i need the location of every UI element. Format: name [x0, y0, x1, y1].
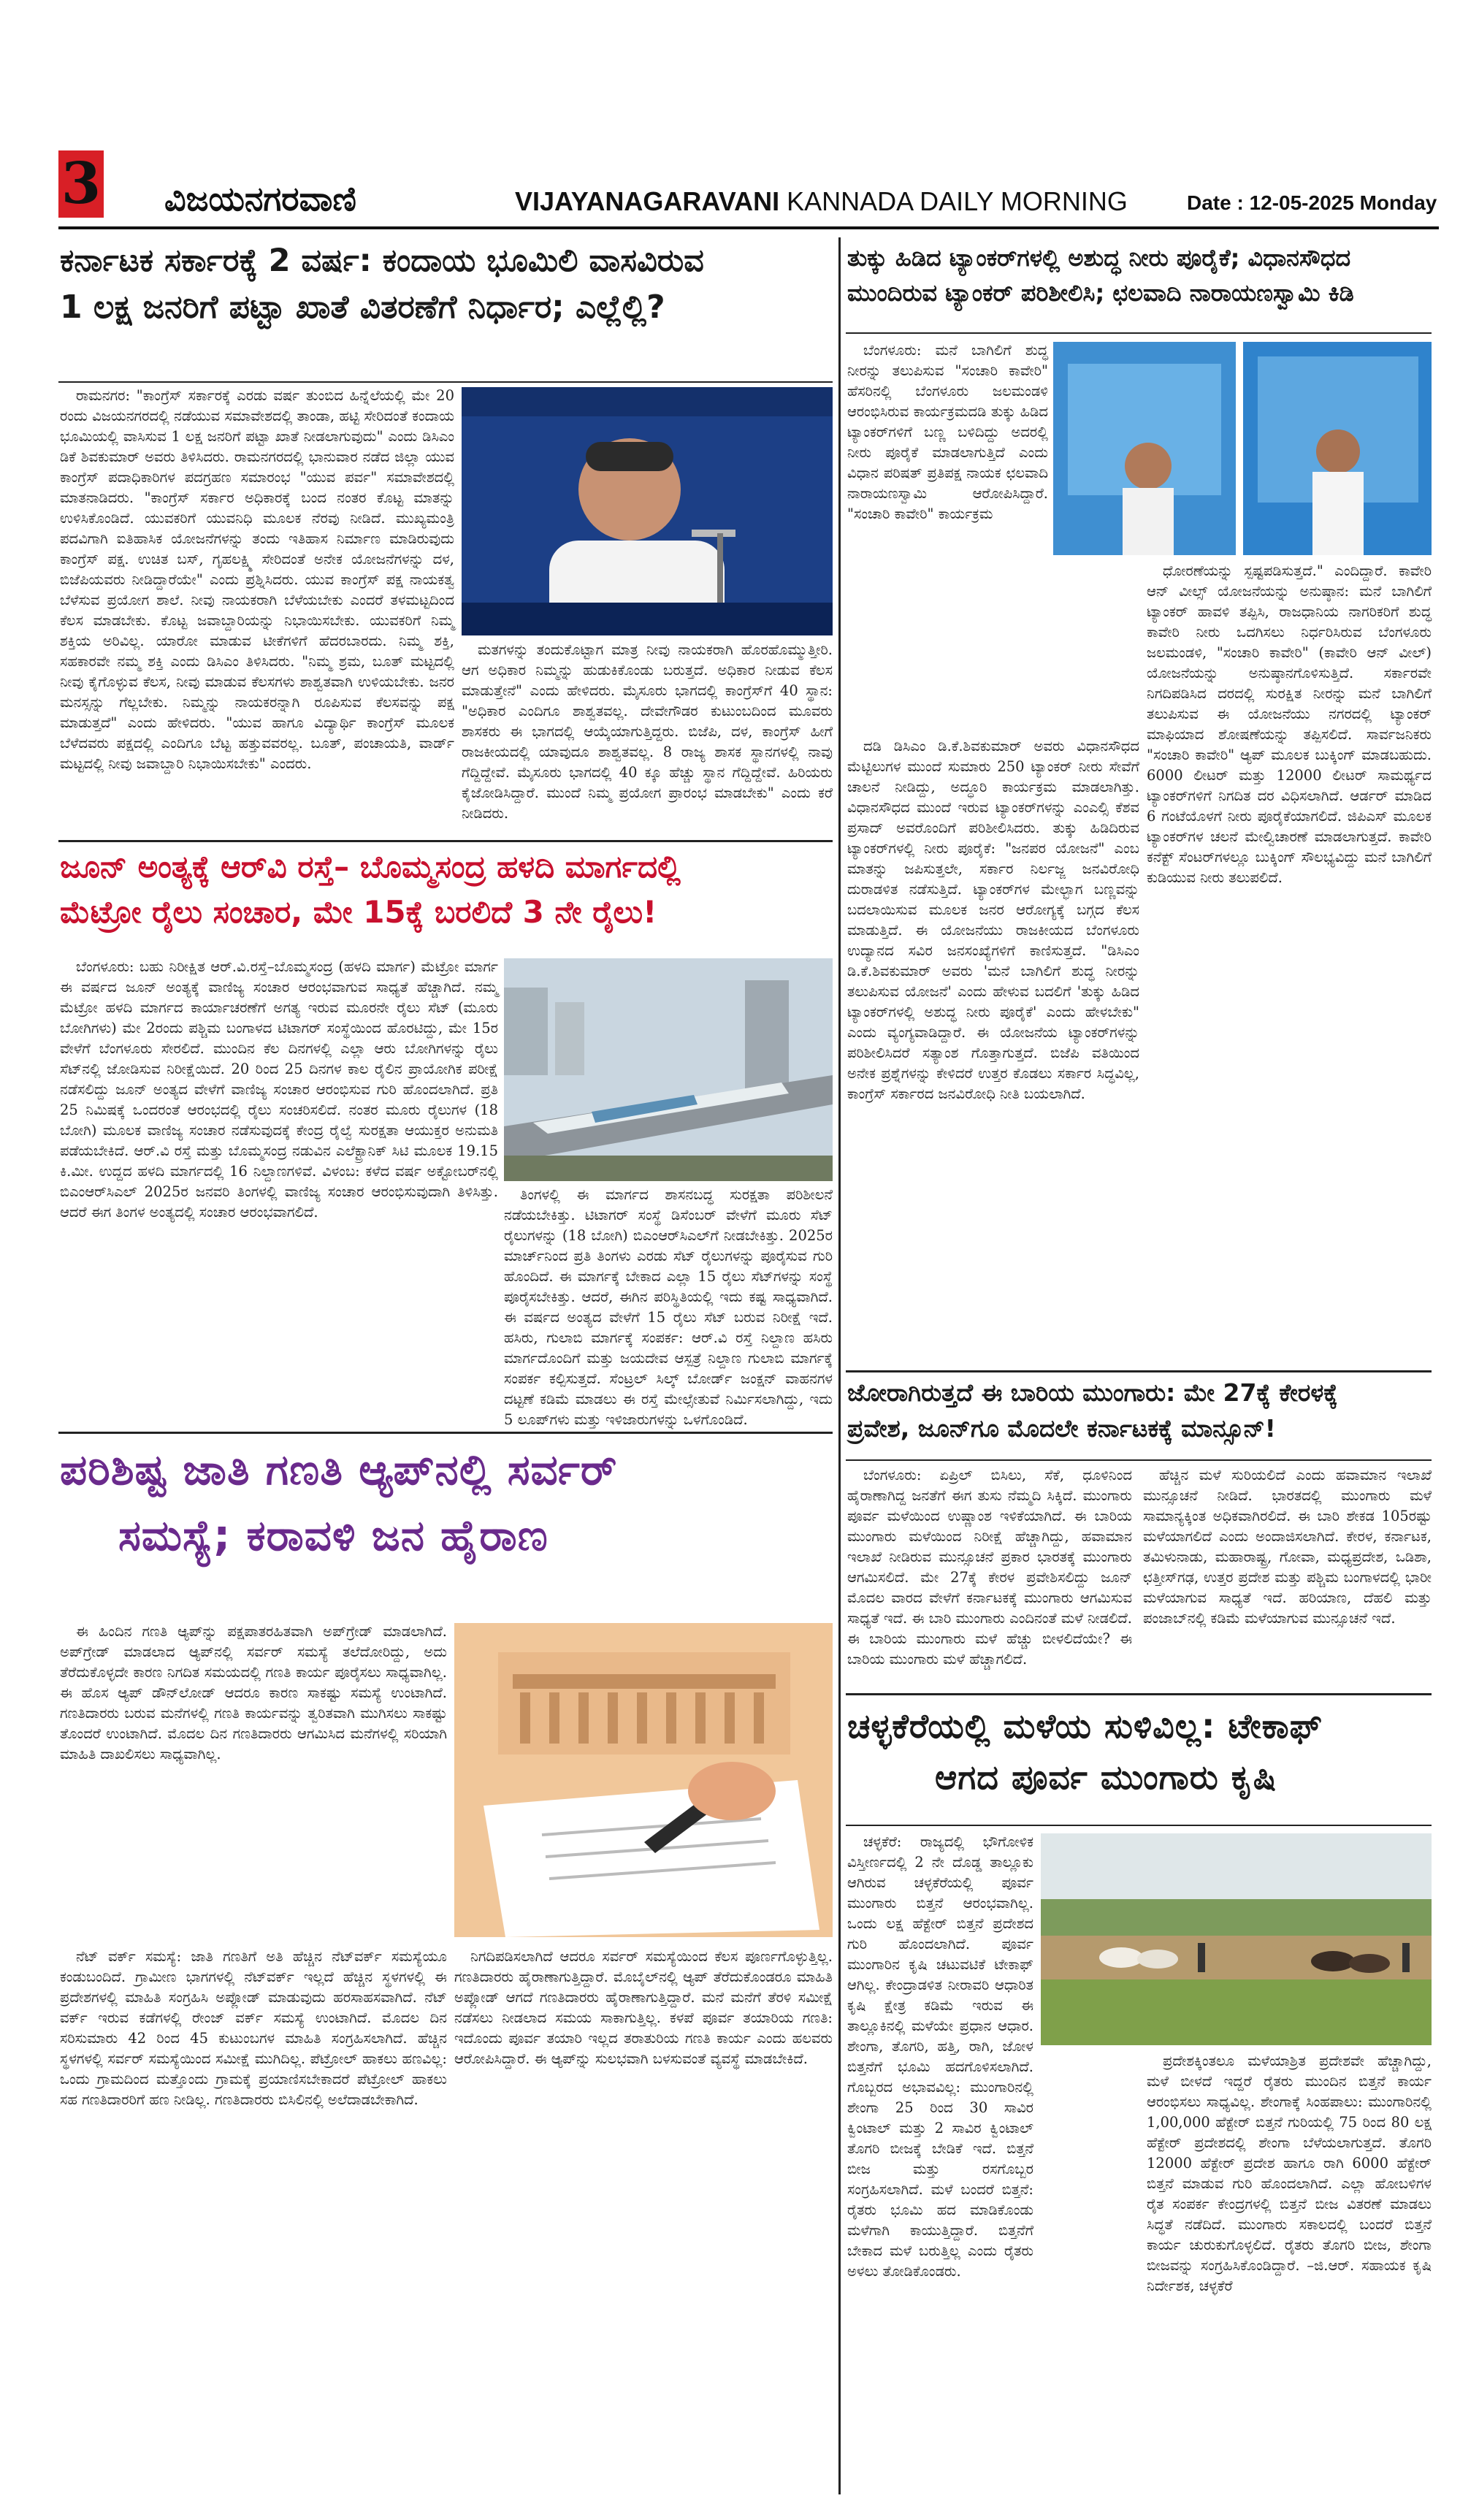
story2-headline-line2: ಮುಂದಿರುವ ಟ್ಯಾಂಕರ್ ಪರಿಶೀಲಿಸಿ; ಛಲವಾದಿ ನಾರಾಯಣಸ್ವಾಮಿ ಕಿಡಿ [847, 278, 1354, 307]
story2-bottom-rule [846, 1370, 1432, 1372]
story3-paragraph2: ತಿಂಗಳಲ್ಲಿ ಈ ಮಾರ್ಗದ ಶಾಸನಬದ್ಧ ಸುರಕ್ಷತಾ ಪರಿಶೀಲನೆ ನಡೆಯಬೇಕಿತ್ತು. ಟಿಟಾಗರ್ ಸಂಸ್ಥೆ ಡಿಸೆಂಬರ್ ವೇಳೆಗೆ ಮೂರು ಸೆಟ್ ರೈಲುಗಳನ್ನು (18 ಬೋಗಿ) ಬಿಎಂಆರ್‌ಸಿಎಲ್‌ಗೆ ನೀಡಬೇಕಿತ್ತು. 2025ರ ಮಾರ್ಚ್‌ನಿಂದ ಪ್ರತಿ ತಿಂಗಳು ಎರಡು ಸೆಟ್ ರೈಲುಗಳನ್ನು ಪೂರೈಸುವ ಗುರಿ ಹೊಂದಿದೆ. ಈ ಮಾರ್ಗಕ್ಕೆ ಬೇಕಾದ ಎಲ್ಲಾ 15 ರೈಲು ಸೆಟ್‌ಗಳನ್ನು ಸಂಸ್ಥೆ ಪೂರೈಸಬೇಕಿತ್ತು. ಆದರೆ, ಈಗಿನ ಪರಿಸ್ಥಿತಿಯಲ್ಲಿ ಇದು ಕಷ್ಟ ಸಾಧ್ಯವಾಗಿದೆ. ಈ ವರ್ಷದ ಅಂತ್ಯದ ವೇಳೆಗೆ 15 ರೈಲು ಸೆಟ್ ಬರುವ ನಿರೀಕ್ಷೆ ಇದೆ. ಹಸಿರು, ಗುಲಾಬಿ ಮಾರ್ಗಕ್ಕೆ ಸಂಪರ್ಕ: ಆರ್.ವಿ ರಸ್ತೆ ನಿಲ್ದಾಣ ಹಸಿರು ಮಾರ್ಗದೊಂದಿಗೆ ಮತ್ತು ಜಯದೇವ ಆಸ್ಪತ್ರೆ ನಿಲ್ದಾಣ ಗುಲಾಬಿ ಮಾರ್ಗಕ್ಕೆ ಸಂಪರ್ಕ ಕಲ್ಪಿಸುತ್ತದೆ. ಸೆಂಟ್ರಲ್ ಸಿಲ್ಕ್ ಬೋರ್ಡ್ ಜಂಕ್ಷನ್ ವಾಹನಗಳ ದಟ್ಟಣೆ ಕಡಿಮೆ ಮಾಡಲು ಈ ರಸ್ತೆ ಮೇಲ್ಸೇತುವೆ ನಿರ್ಮಿಸಲಾಗಿದ್ದು, ಇದು 5 ಲೂಪ್‌ಗಳು ಮತ್ತು ಇಳಿಜಾರುಗಳನ್ನು ಒಳಗೊಂಡಿದೆ. [504, 1186, 833, 1428]
story4-body-col2 [1143, 1465, 1432, 1684]
story2-body-col1 [847, 736, 1139, 1364]
story5-headline-line2: ಸಮಸ್ಯೆ; ಕರಾವಳಿ ಜನ ಹೈರಾಣ [118, 1511, 549, 1561]
story6-paragraph1: ಚಳ್ಳಕೆರೆ: ರಾಜ್ಯದಲ್ಲಿ ಭೌಗೋಳಿಕ ವಿಸ್ತೀರ್ಣದಲ್ಲಿ 2 ನೇ ದೊಡ್ಡ ತಾಲ್ಲೂಕು ಆಗಿರುವ ಚಳ್ಳಕೆರೆಯಲ್ಲಿ ಪೂರ್ವ ಮುಂಗಾರು ಬಿತ್ತನೆ ಆರಂಭವಾಗಿಲ್ಲ. ಒಂದು ಲಕ್ಷ ಹೆಕ್ಟೇರ್ ಬಿತ್ತನೆ ಪ್ರದೇಶದ ಗುರಿ ಹೊಂದಲಾಗಿದೆ. ಪೂರ್ವ ಮುಂಗಾರಿನ ಕೃಷಿ ಚಟುವಟಿಕೆ ಟೇಕಾಫ್ ಆಗಿಲ್ಲ. ಕೇಂದ್ರಾಡಳಿತ ನೀರಾವರಿ ಆಧಾರಿತ ಕೃಷಿ ಕ್ಷೇತ್ರ ಕಡಿಮೆ ಇರುವ ಈ ತಾಲ್ಲೂಕಿನಲ್ಲಿ ಮಳೆಯೇ ಪ್ರಧಾನ ಆಧಾರ. ಶೇಂಗಾ, ತೊಗರಿ, ಹತ್ತಿ, ರಾಗಿ, ಜೋಳ ಬಿತ್ತನೆಗೆ ಭೂಮಿ ಹದಗೊಳಿಸಲಾಗಿದೆ. ಗೊಬ್ಬರದ ಅಭಾವವಿಲ್ಲ: ಮುಂಗಾರಿನಲ್ಲಿ ಶೇಂಗಾ 25 ರಿಂದ 30 ಸಾವಿರ ಕ್ವಿಂಟಾಲ್ ಮತ್ತು 2 ಸಾವಿರ ಕ್ವಿಂಟಾಲ್ ತೊಗರಿ ಬೀಜಕ್ಕೆ ಬೇಡಿಕೆ ಇದೆ. ಬಿತ್ತನೆ ಬೀಜ ಮತ್ತು ರಸಗೊಬ್ಬರ ಸಂಗ್ರಹಿಸಲಾಗಿದೆ. ಮಳೆ ಬಂದರೆ ಬಿತ್ತನೆ: ರೈತರು ಭೂಮಿ ಹದ ಮಾಡಿಕೊಂಡು ಮಳೆಗಾಗಿ ಕಾಯುತ್ತಿದ್ದಾರೆ. ಬಿತ್ತನೆಗೆ ಬೇಕಾದ ಮಳೆ ಬರುತ್ತಿಲ್ಲ ಎಂದು ರೈತರು ಅಳಲು ತೋಡಿಕೊಂಡರು. [847, 1833, 1033, 2280]
story4-paragraph1: ಬೆಂಗಳೂರು: ಏಪ್ರಿಲ್ ಬಿಸಿಲು, ಸೆಕೆ, ಧೂಳಿನಿಂದ ಹೈರಾಣಾಗಿದ್ದ ಜನತೆಗೆ ಈಗ ತುಸು ನೆಮ್ಮದಿ ಸಿಕ್ಕಿದೆ. ಮುಂಗಾರು ಪೂರ್ವ ಮಳೆಯಿಂದ ಉಷ್ಣಾಂಶ ಇಳಿಕೆಯಾಗಿದೆ. ಈ ಬಾರಿಯ ಮುಂಗಾರು ಮಳೆಯಿಂದ ನಿರೀಕ್ಷೆ ಹೆಚ್ಚಾಗಿದ್ದು, ಹವಾಮಾನ ಇಲಾಖೆ ನೀಡಿರುವ ಮುನ್ಸೂಚನೆ ಪ್ರಕಾರ ಭಾರತಕ್ಕೆ ಮುಂಗಾರು ಆಗಮಿಸಲಿದೆ. ಮೇ 27ಕ್ಕೆ ಕೇರಳ ಪ್ರವೇಶಿಸಲಿದ್ದು ಜೂನ್ ಮೊದಲ ವಾರದ ವೇಳೆಗೆ ಕರ್ನಾಟಕಕ್ಕೆ ಮುಂಗಾರು ಆಗಮಿಸುವ ಸಾಧ್ಯತೆ ಇದೆ. ಈ ಬಾರಿ ಮುಂಗಾರು ಎಂದಿನಂತೆ ಮಳೆ ನೀಡಲಿದೆ. ಈ ಬಾರಿಯ ಮುಂಗಾರು ಮಳೆ ಹೆಚ್ಚು ಬೀಳಲಿದೆಯೇ? ಈ ಬಾರಿಯ ಮುಂಗಾರು ಮಳೆ ಹೆಚ್ಚಾಗಲಿದೆ. [847, 1467, 1132, 1668]
issue-date: Date : 12-05-2025 Monday [1187, 191, 1437, 214]
story4-paragraph2: ಹೆಚ್ಚಿನ ಮಳೆ ಸುರಿಯಲಿದೆ ಎಂದು ಹವಾಮಾನ ಇಲಾಖೆ ಮುನ್ಸೂಚನೆ ನೀಡಿದೆ. ಭಾರತದಲ್ಲಿ ಮುಂಗಾರು ಮಳೆ ಸಾಮಾನ್ಯಕ್ಕಿಂತ ಅಧಿಕವಾಗಿರಲಿದೆ. ಈ ಬಾರಿ ಶೇಕಡ 105ರಷ್ಟು ಮಳೆಯಾಗಲಿದೆ ಎಂದು ಅಂದಾಜಿಸಲಾಗಿದೆ. ಕೇರಳ, ಕರ್ನಾಟಕ, ತಮಿಳುನಾಡು, ಮಹಾರಾಷ್ಟ್ರ, ಗೋವಾ, ಮಧ್ಯಪ್ರದೇಶ, ಒಡಿಶಾ, ಛತ್ತೀಸ್‌ಗಢ, ಉತ್ತರ ಪ್ರದೇಶ ಮತ್ತು ಪಶ್ಚಿಮ ಬಂಗಾಳದಲ್ಲಿ ಭಾರೀ ಮಳೆಯಾಗುವ ಸಾಧ್ಯತೆ ಇದೆ. ಹರಿಯಾಣ, ದೆಹಲಿ ಮತ್ತು ಪಂಜಾಬ್‌ನಲ್ಲಿ ಕಡಿಮೆ ಮಳೆಯಾಗುವ ಮುನ್ಸೂಚನೆ ಇದೆ. [1143, 1467, 1432, 1627]
masthead-title-kannada: ವಿಜಯನಗರವಾಣಿ [164, 179, 356, 218]
story5-paragraph1: ನೆಟ್ ವರ್ಕ್ ಸಮಸ್ಯೆ: ಜಾತಿ ಗಣತಿಗೆ ಅತಿ ಹೆಚ್ಚಿನ ನೆಟ್‌ವರ್ಕ್ ಸಮಸ್ಯೆಯೂ ಕಂಡುಬಂದಿದೆ. ಗ್ರಾಮೀಣ ಭಾಗಗಳಲ್ಲಿ ನೆಟ್‌ವರ್ಕ್ ಇಲ್ಲದೆ ಹೆಚ್ಚಿನ ಸ್ಥಳಗಳಲ್ಲಿ ಈ ಪ್ರದೇಶಗಳಲ್ಲಿ ಮಾಹಿತಿ ಸಂಗ್ರಹಿಸಿ ಅಪ್ಲೋಡ್ ಮಾಡುವುದು ಹರಸಾಹಸವಾಗಿದೆ. ನೆಟ್ ವರ್ಕ್ ಇರುವ ಕಡೆಗಳಲ್ಲಿ ರೇಂಜ್ ವರ್ಕ್ ಸಮಸ್ಯೆ ಉಂಟಾಗಿದೆ. ಮೊದಲ ದಿನ ಸರಿಸುಮಾರು 42 ರಿಂದ 45 ಕುಟುಂಬಗಳ ಮಾಹಿತಿ ಸಂಗ್ರಹಿಸಲಾಗಿದೆ. ಹೆಚ್ಚಿನ ಸ್ಥಳಗಳಲ್ಲಿ ಸರ್ವರ್ ಸಮಸ್ಯೆಯಿಂದ ಸಮೀಕ್ಷೆ ಮುಗಿದಿಲ್ಲ. ಪೆಟ್ರೋಲ್ ಹಾಕಲು ಹಣವಿಲ್ಲ: ಒಂದು ಗ್ರಾಮದಿಂದ ಮತ್ತೊಂದು ಗ್ರಾಮಕ್ಕೆ ಪ್ರಯಾಣಿಸಬೇಕಾದರೆ ಪೆಟ್ರೋಲ್ ಹಾಕಲು ಸಹ ಗಣತಿದಾರರಿಗೆ ಹಣ ನೀಡಿಲ್ಲ. ಗಣತಿದಾರರು ಬಿಸಿಲಿನಲ್ಲಿ ಅಲೆದಾಡಬೇಕಾಗಿದೆ. [60, 1948, 447, 2108]
story3-body-col2 [504, 1185, 833, 1428]
story6-headline-line2: ಆಗದ ಪೂರ್ವ ಮುಂಗಾರು ಕೃಷಿ [935, 1757, 1277, 1798]
story6-body-top [847, 1832, 1033, 2280]
column-divider [838, 237, 841, 2494]
story3-bottom-rule [58, 1432, 833, 1434]
water-tanker-inspection-photo [1053, 342, 1432, 555]
story6-headline [847, 1706, 1432, 1798]
story6-body-col1 [847, 2127, 1139, 2492]
story5-body-col2 [454, 1947, 833, 2491]
story5-headline-line1: ಪರಿಶಿಷ್ಟ ಜಾತಿ ಗಣತಿ ಆ್ಯಪ್‌ನಲ್ಲಿ ಸರ್ವರ್ [60, 1445, 618, 1494]
story5-body-col1 [60, 1947, 447, 2491]
story1-body-col1 [60, 386, 454, 835]
story6-body-col2 [1147, 2051, 1432, 2492]
story1-headline-line1: ಕರ್ನಾಟಕ ಸರ್ಕಾರಕ್ಕೆ 2 ವರ್ಷ: ಕಂದಾಯ ಭೂಮಿಲಿ ವಾಸವಿರುವ [60, 243, 704, 279]
story6-photo [1041, 1833, 1432, 2045]
metro-train-photo [504, 958, 833, 1181]
story2-headline [847, 245, 1432, 308]
story1-paragraph2: ಮತಗಳನ್ನು ತಂದುಕೊಟ್ಟಾಗ ಮಾತ್ರ ನೀವು ನಾಯಕರಾಗಿ ಹೊರಹೊಮ್ಮುತ್ತೀರಿ. ಆಗ ಅಧಿಕಾರ ನಿಮ್ಮನ್ನು ಹುಡುಕಿಕೊಂಡು ಬರುತ್ತದೆ. ಅಧಿಕಾರ ನೀಡುವ ಕೆಲಸ ಮಾಡುತ್ತೇನೆ" ಎಂದು ಹೇಳಿದರು. ಮೈಸೂರು ಭಾಗದಲ್ಲಿ ಕಾಂಗ್ರೆಸ್‌ಗೆ 40 ಸ್ಥಾನ: "ಅಧಿಕಾರ ಎಂದಿಗೂ ಶಾಶ್ವತವಲ್ಲ. ದೇವೇಗೌಡರ ಕುಟುಂಬದಿಂದ ಮೂವರು ಶಾಸಕರು ಈ ಭಾಗದಲ್ಲಿ ಆಯ್ಕೆಯಾಗುತ್ತಿದ್ದರು. ಬಿಜೆಪಿ, ದಳ, ಕಾಂಗ್ರೆಸ್ ಹೀಗೆ ರಾಜಕೀಯದಲ್ಲಿ ಯಾವುದೂ ಶಾಶ್ವತವಲ್ಲ. 8 ರಾಜ್ಯ ಶಾಸಕ ಸ್ಥಾನಗಳಲ್ಲಿ ನಾವು ಗೆದ್ದಿದ್ದೇವೆ. ಮೈಸೂರು ಭಾಗದಲ್ಲಿ 40 ಕ್ಕೂ ಹೆಚ್ಚು ಸ್ಥಾನ ಗೆದ್ದಿದ್ದೇವೆ. ಹಿರಿಯರು ಕೈಜೋಡಿಸಿದ್ದಾರೆ. ಮುಂದೆ ನಿಮ್ಮ ಪ್ರಯೋಗ ಪ್ರಾರಂಭ ಮಾಡಬೇಕು" ಎಂದು ಕರೆ ನೀಡಿದರು. [462, 641, 833, 822]
story5-paragraph2: ನಿಗದಿಪಡಿಸಲಾಗಿದೆ ಆದರೂ ಸರ್ವರ್ ಸಮಸ್ಯೆಯಿಂದ ಕೆಲಸ ಪೂರ್ಣಗೊಳ್ಳುತ್ತಿಲ್ಲ. ಗಣತಿದಾರರು ಹೈರಾಣಾಗುತ್ತಿದ್ದಾರೆ. ಮೊಬೈಲ್‌ನಲ್ಲಿ ಆ್ಯಪ್ ತೆರೆದುಕೊಂಡರೂ ಮಾಹಿತಿ ಅಪ್ಲೋಡ್ ಆಗದೆ ಗಣತಿದಾರರು ಹೈರಾಣಾಗುತ್ತಿದ್ದಾರೆ. ಮನೆ ಮನೆಗೆ ತೆರಳಿ ಸಮೀಕ್ಷೆ ನಡೆಸಲು ನೀಡಲಾದ ಸಮಯ ಸಾಕಾಗುತ್ತಿಲ್ಲ. ಕಳಪೆ ಪೂರ್ವ ತಯಾರಿಯ ಗಣತಿ: ಇದೊಂದು ಪೂರ್ವ ತಯಾರಿ ಇಲ್ಲದ ತರಾತುರಿಯ ಗಣತಿ ಕಾರ್ಯ ಎಂದು ಹಲವರು ಆರೋಪಿಸಿದ್ದಾರೆ. ಈ ಆ್ಯಪ್‌ನ್ನು ಸುಲಭವಾಗಿ ಬಳಸುವಂತೆ ವ್ಯವಸ್ಥೆ ಮಾಡಬೇಕಿದೆ. [454, 1948, 833, 2067]
story2-paragraph2: ಧೋರಣೆಯನ್ನು ಸ್ಪಷ್ಟಪಡಿಸುತ್ತದೆ." ಎಂದಿದ್ದಾರೆ. ಕಾವೇರಿ ಆನ್ ವೀಲ್ಸ್ ಯೋಜನೆಯನ್ನು ಅನುಷ್ಠಾನ: ಮನೆ ಬಾಗಿಲಿಗೆ ಟ್ಯಾಂಕರ್ ಹಾವಳಿ ತಪ್ಪಿಸಿ, ರಾಜಧಾನಿಯ ನಾಗರಿಕರಿಗೆ ಶುದ್ಧ ಕಾವೇರಿ ನೀರು ಒದಗಿಸಲು ನಿರ್ಧರಿಸಿರುವ ಬೆಂಗಳೂರು ಜಲಮಂಡಳಿ, "ಸಂಚಾರಿ ಕಾವೇರಿ" (ಕಾವೇರಿ ಆನ್ ವೀಲ್) ಯೋಜನೆಯನ್ನು ಅನುಷ್ಠಾನಗೊಳಿಸುತ್ತಿದೆ. ಸರ್ಕಾರವೇ ನಿಗದಿಪಡಿಸಿದ ದರದಲ್ಲಿ ಸುರಕ್ಷಿತ ನೀರನ್ನು ಮನೆ ಬಾಗಿಲಿಗೆ ತಲುಪಿಸುವ ಈ ಯೋಜನೆಯು ನಗರದಲ್ಲಿ ಟ್ಯಾಂಕರ್ ಮಾಫಿಯಾದ ಶೋಷಣೆಯನ್ನು ತಪ್ಪಿಸಲಿದೆ. ಸಾರ್ವಜನಿಕರು "ಸಂಚಾರಿ ಕಾವೇರಿ" ಆ್ಯಪ್ ಮೂಲಕ ಬುಕ್ಕಿಂಗ್ ಮಾಡಬಹುದು. 6000 ಲೀಟರ್ ಮತ್ತು 12000 ಲೀಟರ್ ಸಾಮರ್ಥ್ಯದ ಟ್ಯಾಂಕರ್‌ಗಳಿಗೆ ನಿಗದಿತ ದರ ವಿಧಿಸಲಾಗಿದೆ. ಆರ್ಡರ್ ಮಾಡಿದ 6 ಗಂಟೆಯೊಳಗೆ ನೀರು ಪೂರೈಕೆಯಾಗಲಿದೆ. ಜಿಪಿಎಸ್ ಮೂಲಕ ಟ್ಯಾಂಕರ್‌ಗಳ ಚಲನೆ ಮೇಲ್ವಿಚಾರಣೆ ಮಾಡಲಾಗುತ್ತದೆ. ಕಾವೇರಿ ಕನೆಕ್ಟ್ ಸೆಂಟರ್‌ಗಳಲ್ಲೂ ಬುಕ್ಕಿಂಗ್ ಸೌಲಭ್ಯವಿದ್ದು ಮನೆ ಬಾಗಿಲಿಗೆ ಕುಡಿಯುವ ನೀರು ತಲುಪಲಿದೆ. [1147, 562, 1432, 886]
story1-body-col2 [462, 640, 833, 836]
masthead-title-bold: VIJAYANAGARAVANI [515, 186, 780, 216]
story6-rule [846, 1825, 1432, 1826]
masthead-subtitle: KANNADA DAILY MORNING [787, 186, 1128, 216]
story6-headline-line1: ಚಳ್ಳಕೆರೆಯಲ್ಲಿ ಮಳೆಯ ಸುಳಿವಿಲ್ಲ: ಟೇಕಾಫ್ [847, 1706, 1323, 1746]
story1-headline-line2: 1 ಲಕ್ಷ ಜನರಿಗೆ ಪಟ್ಟಾ ಖಾತೆ ವಿತರಣೆಗೆ ನಿರ್ಧಾರ; ಎಲ್ಲೆಲ್ಲಿ? [60, 288, 665, 326]
masthead-rule [58, 226, 1439, 229]
story2-paragraph1: ದಡಿ ಡಿಸಿಎಂ ಡಿ.ಕೆ.ಶಿವಕುಮಾರ್ ಅವರು ವಿಧಾನಸೌಧದ ಮೆಟ್ಟಿಲುಗಳ ಮುಂದೆ ಸುಮಾರು 250 ಟ್ಯಾಂಕರ್ ನೀರು ಸೇವೆಗೆ ಚಾಲನೆ ನೀಡಿದ್ದು, ಅದ್ಧೂರಿ ಕಾರ್ಯಕ್ರಮ ಮಾಡಲಾಗಿತ್ತು. ವಿಧಾನಸೌಧದ ಮುಂದೆ ಇರುವ ಟ್ಯಾಂಕರ್‌ಗಳನ್ನು ಎಂಎಲ್ಸಿ ಕೆಶವ ಪ್ರಸಾದ್ ಅವರೊಂದಿಗೆ ಪರಿಶೀಲಿಸಿದರು. ತುಕ್ಕು ಹಿಡಿದಿರುವ ಟ್ಯಾಂಕರ್‌ಗಳಲ್ಲಿ ನೀರು ಪೂರೈಕೆ: "ಜನಪರ ಯೋಜನೆ" ಎಂಬ ಮಾತನ್ನು ಜಪಿಸುತ್ತಲೇ, ಸರ್ಕಾರ ನಿರ್ಲಜ್ಜ ಜನವಿರೋಧಿ ದುರಾಡಳಿತ ನಡೆಸುತ್ತಿದೆ. ಟ್ಯಾಂಕರ್‌ಗಳ ಮೇಲ್ಭಾಗ ಬಣ್ಣವನ್ನು ಬದಲಾಯಿಸುವ ಮೂಲಕ ಜನರ ಆರೋಗ್ಯಕ್ಕೆ ಬಗ್ಗದ ಕೆಲಸ ಮಾಡುತ್ತಿದೆ. ಈ ಯೋಜನೆಯು ರಾಜಕೀಯದ ಬೆಂಗಳೂರು ಉದ್ಯಾನದ ಸವಿರ ಜನಸಂಖ್ಯೆಗಳಿಗೆ ಕಾಣಿಸುತ್ತದೆ. "ಡಿಸಿಎಂ ಡಿ.ಕೆ.ಶಿವಕುಮಾರ್ ಅವರು 'ಮನೆ ಬಾಗಿಲಿಗೆ ಶುದ್ಧ ನೀರನ್ನು ತಲುಪಿಸುವ ಯೋಜನೆ' ಎಂದು ಹೇಳುವ ಬದಲಿಗೆ 'ತುಕ್ಕು ಹಿಡಿದ ಟ್ಯಾಂಕರ್‌ಗಳಲ್ಲಿ ಅಶುದ್ಧ ನೀರು ಪೂರೈಕೆ' ಎಂದು ಹೇಳಬೇಕು" ಎಂದು ವ್ಯಂಗ್ಯವಾಡಿದ್ದಾರೆ. ಈ ಯೋಜನೆಯ ಟ್ಯಾಂಕರ್‌ಗಳನ್ನು ಪರಿಶೀಲಿಸಿದರೆ ಸತ್ಯಾಂಶ ಗೊತ್ತಾಗುತ್ತದೆ. ಬಿಜೆಪಿ ವತಿಯಿಂದ ಅನೇಕ ಪ್ರಶ್ನೆಗಳನ್ನು ಕೇಳಿದರೆ ಉತ್ತರ ಕೊಡಲು ಸರ್ಕಾರ ಸಿದ್ಧವಿಲ್ಲ, ಕಾಂಗ್ರೆಸ್ ಸರ್ಕಾರದ ಜನವಿರೋಧಿ ನೀತಿ ಬಯಲಾಗಿದೆ. [847, 738, 1139, 1102]
story5-photo [454, 1623, 833, 1937]
story5-paragraph-top: ಈ ಹಿಂದಿನ ಗಣತಿ ಆ್ಯಪ್‌ನ್ನು ಪಕ್ಷಪಾತರಹಿತವಾಗಿ ಅಪ್‌ಗ್ರೇಡ್ ಮಾಡಲಾಗಿದೆ. ಅಪ್‌ಗ್ರೇಡ್ ಮಾಡಲಾದ ಆ್ಯಪ್‌ನಲ್ಲಿ ಸರ್ವರ್ ಸಮಸ್ಯೆ ತಲೆದೋರಿದ್ದು, ಅದು ತೆರೆದುಕೊಳ್ಳದೇ ಕಾರಣ ನಿಗದಿತ ಸಮಯದಲ್ಲಿ ಗಣತಿ ಕಾರ್ಯ ಪೂರೈಸಲು ಸಾಧ್ಯವಾಗಿಲ್ಲ. ಈ ಹೊಸ ಆ್ಯಪ್ ಡೌನ್‌ಲೋಡ್ ಆದರೂ ಕಾರಣ ಸಾಕಷ್ಟು ಸಮಸ್ಯೆ ಉಂಟಾಗಿದೆ. ಗಣತಿದಾರರು ಬರುವ ಮನೆಗಳಲ್ಲಿ ಗಣತಿ ಕಾರ್ಯವನ್ನು ತ್ವರಿತವಾಗಿ ಮುಗಿಸಲು ಸಾಕಷ್ಟು ತೊಂದರೆ ಉಂಟಾಗಿದೆ. ಮೊದಲ ದಿನ ಗಣತಿದಾರರು ಆಗಮಿಸಿದ ಮನೆಗಳಲ್ಲಿ ಸರಿಯಾಗಿ ಮಾಹಿತಿ ದಾಖಲಿಸಲು ಸಾಧ್ಯವಾಗಿಲ್ಲ. [60, 1623, 447, 1763]
story1-rule [58, 381, 833, 383]
story4-headline-line1: ಜೋರಾಗಿರುತ್ತದೆ ಈ ಬಾರಿಯ ಮುಂಗಾರು: ಮೇ 27ಕ್ಕೆ ಕೇರಳಕ್ಕೆ [847, 1378, 1338, 1407]
story3-paragraph1: ಬೆಂಗಳೂರು: ಬಹು ನಿರೀಕ್ಷಿತ ಆರ್.ವಿ.ರಸ್ತೆ–ಬೊಮ್ಮಸಂದ್ರ (ಹಳದಿ ಮಾರ್ಗ) ಮೆಟ್ರೋ ಮಾರ್ಗ ಈ ವರ್ಷದ ಜೂನ್ ಅಂತ್ಯಕ್ಕೆ ವಾಣಿಜ್ಯ ಸಂಚಾರ ಆರಂಭವಾಗುವ ಸಾಧ್ಯತೆ ಹೆಚ್ಚಾಗಿದೆ. ನಮ್ಮ ಮೆಟ್ರೋ ಹಳದಿ ಮಾರ್ಗದ ಕಾರ್ಯಾಚರಣೆಗೆ ಅಗತ್ಯ ಇರುವ ಮೂರನೇ ರೈಲು ಸೆಟ್ (ಮೂರು ಬೋಗಿಗಳು) ಮೇ 2ರಂದು ಪಶ್ಚಿಮ ಬಂಗಾಳದ ಟಿಟಾಗರ್ ಸಂಸ್ಥೆಯಿಂದ ಹೊರಟಿದ್ದು, ಮೇ 15ರ ವೇಳೆಗೆ ಬೆಂಗಳೂರು ಸೇರಲಿದೆ. ಮುಂದಿನ ಕೆಲ ದಿನಗಳಲ್ಲಿ ಎಲ್ಲಾ ಆರು ಬೋಗಿಗಳನ್ನು ರೈಲು ಸೆಟ್‌ನಲ್ಲಿ ಜೋಡಿಸುವ ನಿರೀಕ್ಷೆಯಿದೆ. 20 ರಿಂದ 25 ದಿನಗಳ ಕಾಲ ರೈಲಿನ ಪ್ರಾಯೋಗಿಕ ಪರೀಕ್ಷೆ ನಡೆಸಲಿದ್ದು ಜೂನ್ ಅಂತ್ಯದ ವೇಳೆಗೆ ವಾಣಿಜ್ಯ ಸಂಚಾರ ಆರಂಭಿಸುವ ಗುರಿ ಹೊಂದಲಾಗಿದೆ. ಪ್ರತಿ 25 ನಿಮಿಷಕ್ಕೆ ಒಂದರಂತೆ ಆರಂಭದಲ್ಲಿ ರೈಲು ಸಂಚರಿಸಲಿದೆ. ನಂತರ ಮೂರು ರೈಲುಗಳ (18 ಬೋಗಿ) ಮೂಲಕ ವಾಣಿಜ್ಯ ಸಂಚಾರ ನಡೆಸುವುದಕ್ಕೆ ಕೇಂದ್ರ ರೈಲ್ವೆ ಸುರಕ್ಷತಾ ಆಯುಕ್ತರ ಅನುಮತಿ ಪಡೆಯಬೇಕಿದೆ. ಆರ್.ವಿ ರಸ್ತೆ ಮತ್ತು ಬೊಮ್ಮಸಂದ್ರ ನಡುವಿನ ಎಲೆಕ್ಟ್ರಾನಿಕ್ ಸಿಟಿ ಮೂಲಕ 19.15 ಕಿ.ಮೀ. ಉದ್ದದ ಹಳದಿ ಮಾರ್ಗದಲ್ಲಿ 16 ನಿಲ್ದಾಣಗಳಿವೆ. ವಿಳಂಬ: ಕಳೆದ ವರ್ಷ ಅಕ್ಟೋಬರ್‌ನಲ್ಲಿ ಬಿಎಂಆರ್‌ಸಿಎಲ್ 2025ರ ಜನವರಿ ತಿಂಗಳಲ್ಲಿ ವಾಣಿಜ್ಯ ಸಂಚಾರ ಆರಂಭಿಸುವುದಾಗಿ ತಿಳಿಸಿತ್ತು. ಆದರೆ ಈಗ ತಿಂಗಳ ಅಂತ್ಯದಲ್ಲಿ ಸಂಚಾರ ಆರಂಭವಾಗಲಿದೆ. [60, 958, 498, 1221]
story1-photo [462, 387, 833, 635]
story1-paragraph1: ರಾಮನಗರ: "ಕಾಂಗ್ರೆಸ್ ಸರ್ಕಾರಕ್ಕೆ ಎರಡು ವರ್ಷ ತುಂಬಿದ ಹಿನ್ನೆಲೆಯಲ್ಲಿ ಮೇ 20 ರಂದು ವಿಜಯನಗರದಲ್ಲಿ ನಡೆಯುವ ಸಮಾವೇಶದಲ್ಲಿ ತಾಂಡಾ, ಹಟ್ಟಿ ಸೇರಿದಂತೆ ಕಂದಾಯ ಭೂಮಿಯಲ್ಲಿ ವಾಸಿಸುವ 1 ಲಕ್ಷ ಜನರಿಗೆ ಪಟ್ಟಾ ಖಾತೆ ನೀಡಲಾಗುವುದು" ಎಂದು ಡಿಸಿಎಂ ಡಿಕೆ ಶಿವಕುಮಾರ್ ಅವರು ತಿಳಿಸಿದರು. ರಾಮನಗರದಲ್ಲಿ ಭಾನುವಾರ ನಡೆದ ಜಿಲ್ಲಾ ಯುವ ಕಾಂಗ್ರೆಸ್ ಪದಾಧಿಕಾರಿಗಳ ಪದಗ್ರಹಣ ಸಮಾರಂಭ "ಯುವ ಪರ್ವ" ಸಮಾವೇಶದಲ್ಲಿ ಮಾತನಾಡಿದರು. "ಕಾಂಗ್ರೆಸ್ ಸರ್ಕಾರ ಅಧಿಕಾರಕ್ಕೆ ಬಂದ ನಂತರ ಕೊಟ್ಟ ಮಾತನ್ನು ಉಳಿಸಿಕೊಂಡಿದೆ. ಯುವಕರಿಗೆ ಯುವನಿಧಿ ಮೂಲಕ ನೆರವು ನೀಡಿದೆ. ಮುಖ್ಯಮಂತ್ರಿ ಪದವಿಗಾಗಿ ಐತಿಹಾಸಿಕ ಯೋಜನೆಗಳನ್ನು ತಂದು ಇತಿಹಾಸ ನಿರ್ಮಾಣ ಮಾಡಿರುವುದು ಕಾಂಗ್ರೆಸ್ ಪಕ್ಷ. ಉಚಿತ ಬಸ್, ಗೃಹಲಕ್ಷ್ಮಿ ಸೇರಿದಂತೆ ಅನೇಕ ಯೋಜನೆಗಳನ್ನು ದಳ, ಬಿಜೆಪಿಯವರು ನೀಡಿದ್ದಾರೆಯೇ" ಎಂದು ಪ್ರಶ್ನಿಸಿದರು. ಯುವ ಕಾಂಗ್ರೆಸ್ ಪಕ್ಷ ನಾಯಕತ್ವ ಬೆಳೆಸುವ ಪ್ರಯೋಗ ಶಾಲೆ. ನೀವು ನಾಯಕರಾಗಿ ಬೆಳೆಯಬೇಕು ಎಂದರೆ ತಳಮಟ್ಟದಿಂದ ಕೆಲಸ ಮಾಡಬೇಕು. ಕೊಟ್ಟ ಜವಾಬ್ದಾರಿಯನ್ನು ನಿಭಾಯಿಸಬೇಕು. ಯುವಕರಿಗೆ ನಿಮ್ಮ ಶಕ್ತಿಯ ಅರಿವಿಲ್ಲ. ಯಾರೋ ಮಾಡುವ ಟೀಕೆಗಳಿಗೆ ಹೆದರಬಾರದು. ನಿಮ್ಮ ಶಕ್ತಿ, ಸಹಕಾರವೇ ನಮ್ಮ ಶಕ್ತಿ ಎಂದು ಡಿಸಿಎಂ ತಿಳಿಸಿದರು. "ನಿಮ್ಮ ಶ್ರಮ, ಬೂತ್ ಮಟ್ಟದಲ್ಲಿ ನೀವು ಕೈಗೊಳ್ಳುವ ಕೆಲಸ, ನೀವು ಮಾಡುವ ಕೆಲಸಗಳು ಶಾಶ್ವತವಾಗಿ ಉಳಿಯಬೇಕು. ಜನರ ಮನಸ್ಸನ್ನು ಗೆಲ್ಲಬೇಕು. ನಿಮ್ಮನ್ನು ನಾಯಕರನ್ನಾಗಿ ರೂಪಿಸುವ ಕೆಲಸವನ್ನು ಪಕ್ಷ ಮಾಡುತ್ತದೆ" ಎಂದು ಹೇಳಿದರು. "ಯುವ ಹಾಗೂ ವಿದ್ಯಾರ್ಥಿ ಕಾಂಗ್ರೆಸ್ ಮೂಲಕ ಬೆಳೆದವರು ಪಕ್ಷದಲ್ಲಿ ಎಂದಿಗೂ ಬೆಟ್ಟ ಹತ್ತುವವರಲ್ಲ. ಬೂತ್, ಪಂಚಾಯತಿ, ವಾರ್ಡ್ ಮಟ್ಟದಲ್ಲಿ ನೀವು ಜವಾಬ್ದಾರಿ ನಿಭಾಯಿಸಬೇಕು" ಎಂದರು. [60, 387, 454, 772]
story2-photo [1053, 342, 1432, 555]
story3-headline-line2: ಮೆಟ್ರೋ ರೈಲು ಸಂಚಾರ, ಮೇ 15ಕ್ಕೆ ಬರಲಿದೆ 3 ನೇ ರೈಲು! [60, 893, 657, 930]
story3-photo [504, 958, 833, 1181]
story5-headline [60, 1445, 831, 1561]
politician-speech-photo [462, 387, 833, 635]
story6-paragraph2: ಪ್ರದೇಶಕ್ಕಿಂತಲೂ ಮಳೆಯಾಶ್ರಿತ ಪ್ರದೇಶವೇ ಹೆಚ್ಚಾಗಿದ್ದು, ಮಳೆ ಬೀಳದೆ ಇದ್ದರೆ ರೈತರು ಮುಂದಿನ ಬಿತ್ತನೆ ಕಾರ್ಯ ಆರಂಭಿಸಲು ಸಾಧ್ಯವಿಲ್ಲ. ಶೇಂಗಾಕ್ಕೆ ಸಿಂಹಪಾಲು: ಮುಂಗಾರಿನಲ್ಲಿ 1,00,000 ಹೆಕ್ಟೇರ್ ಬಿತ್ತನೆ ಗುರಿಯಲ್ಲಿ 75 ರಿಂದ 80 ಲಕ್ಷ ಹೆಕ್ಟೇರ್ ಪ್ರದೇಶದಲ್ಲಿ ಶೇಂಗಾ ಬೆಳೆಯಲಾಗುತ್ತದೆ. ತೊಗರಿ 12000 ಹೆಕ್ಟೇರ್ ಪ್ರದೇಶ ಹಾಗೂ ರಾಗಿ 6000 ಹೆಕ್ಟೇರ್ ಬಿತ್ತನೆ ಮಾಡುವ ಗುರಿ ಹೊಂದಲಾಗಿದೆ. ಎಲ್ಲಾ ಹೋಬಳಿಗಳ ರೈತ ಸಂಪರ್ಕ ಕೇಂದ್ರಗಳಲ್ಲಿ ಬಿತ್ತನೆ ಬೀಜ ವಿತರಣೆ ಮಾಡಲು ಸಿದ್ಧತೆ ನಡೆದಿದೆ. ಮುಂಗಾರು ಸಕಾಲದಲ್ಲಿ ಬಂದರೆ ಬಿತ್ತನೆ ಕಾರ್ಯ ಚುರುಕುಗೊಳ್ಳಲಿದೆ. ರೈತರು ತೊಗರಿ ಬೀಜ, ಶೇಂಗಾ ಬೀಜವನ್ನು ಸಂಗ್ರಹಿಸಿಕೊಂಡಿದ್ದಾರೆ. –ಜಿ.ಆರ್. ಸಹಾಯಕ ಕೃಷಿ ನಿರ್ದೇಶಕ, ಚಳ್ಳಕೆರೆ [1147, 2053, 1432, 2294]
story2-headline-line1: ತುಕ್ಕು ಹಿಡಿದ ಟ್ಯಾಂಕರ್‌ಗಳಲ್ಲಿ ಅಶುದ್ಧ ನೀರು ಪೂರೈಕೆ; ವಿಧಾನಸೌಧದ [847, 244, 1351, 272]
census-form-illustration [454, 1623, 833, 1937]
page-number: 3 [58, 150, 104, 218]
story3-headline [60, 849, 831, 930]
story4-headline-line2: ಪ್ರವೇಶ, ಜೂನ್‌ಗೂ ಮೊದಲೇ ಕರ್ನಾಟಕಕ್ಕೆ ಮಾನ್ಸೂನ್! [847, 1413, 1276, 1443]
story2-rule [846, 332, 1432, 334]
story4-rule [846, 1459, 1432, 1461]
story4-bottom-rule [846, 1693, 1432, 1695]
story1-bottom-rule [58, 840, 833, 842]
farmers-ploughing-photo [1041, 1833, 1432, 2045]
story4-body-col1 [847, 1465, 1132, 1684]
story2-paragraph-top: ಬೆಂಗಳೂರು: ಮನೆ ಬಾಗಿಲಿಗೆ ಶುದ್ಧ ನೀರನ್ನು ತಲುಪಿಸುವ "ಸಂಚಾರಿ ಕಾವೇರಿ" ಹೆಸರಿನಲ್ಲಿ ಬೆಂಗಳೂರು ಜಲಮಂಡಳಿ ಆರಂಭಿಸಿರುವ ಕಾರ್ಯಕ್ರಮದಡಿ ತುಕ್ಕು ಹಿಡಿದ ಟ್ಯಾಂಕರ್‌ಗಳಿಗೆ ಬಣ್ಣ ಬಳಿದಿದ್ದು ಅದರಲ್ಲಿ ನೀರು ಪೂರೈಕೆ ಮಾಡಲಾಗುತ್ತಿದೆ ಎಂದು ವಿಧಾನ ಪರಿಷತ್ ಪ್ರತಿಪಕ್ಷ ನಾಯಕ ಛಲವಾದಿ ನಾರಾಯಣಸ್ವಾಮಿ ಆರೋಪಿಸಿದ್ದಾರೆ. "ಸಂಚಾರಿ ಕಾವೇರಿ" ಕಾರ್ಯಕ್ರಮ [847, 342, 1048, 522]
story2-body-top [847, 340, 1048, 732]
masthead-title-english [515, 186, 1128, 217]
story3-body-col1 [60, 957, 498, 1424]
story1-headline [60, 243, 831, 327]
story5-body-top [60, 1622, 447, 1943]
story2-body-col2 [1147, 561, 1432, 1364]
story3-headline-line1: ಜೂನ್ ಅಂತ್ಯಕ್ಕೆ ಆರ್‌ವಿ ರಸ್ತೆ– ಬೊಮ್ಮಸಂದ್ರ ಹಳದಿ ಮಾರ್ಗದಲ್ಲಿ [60, 849, 681, 885]
story4-headline [847, 1379, 1432, 1443]
